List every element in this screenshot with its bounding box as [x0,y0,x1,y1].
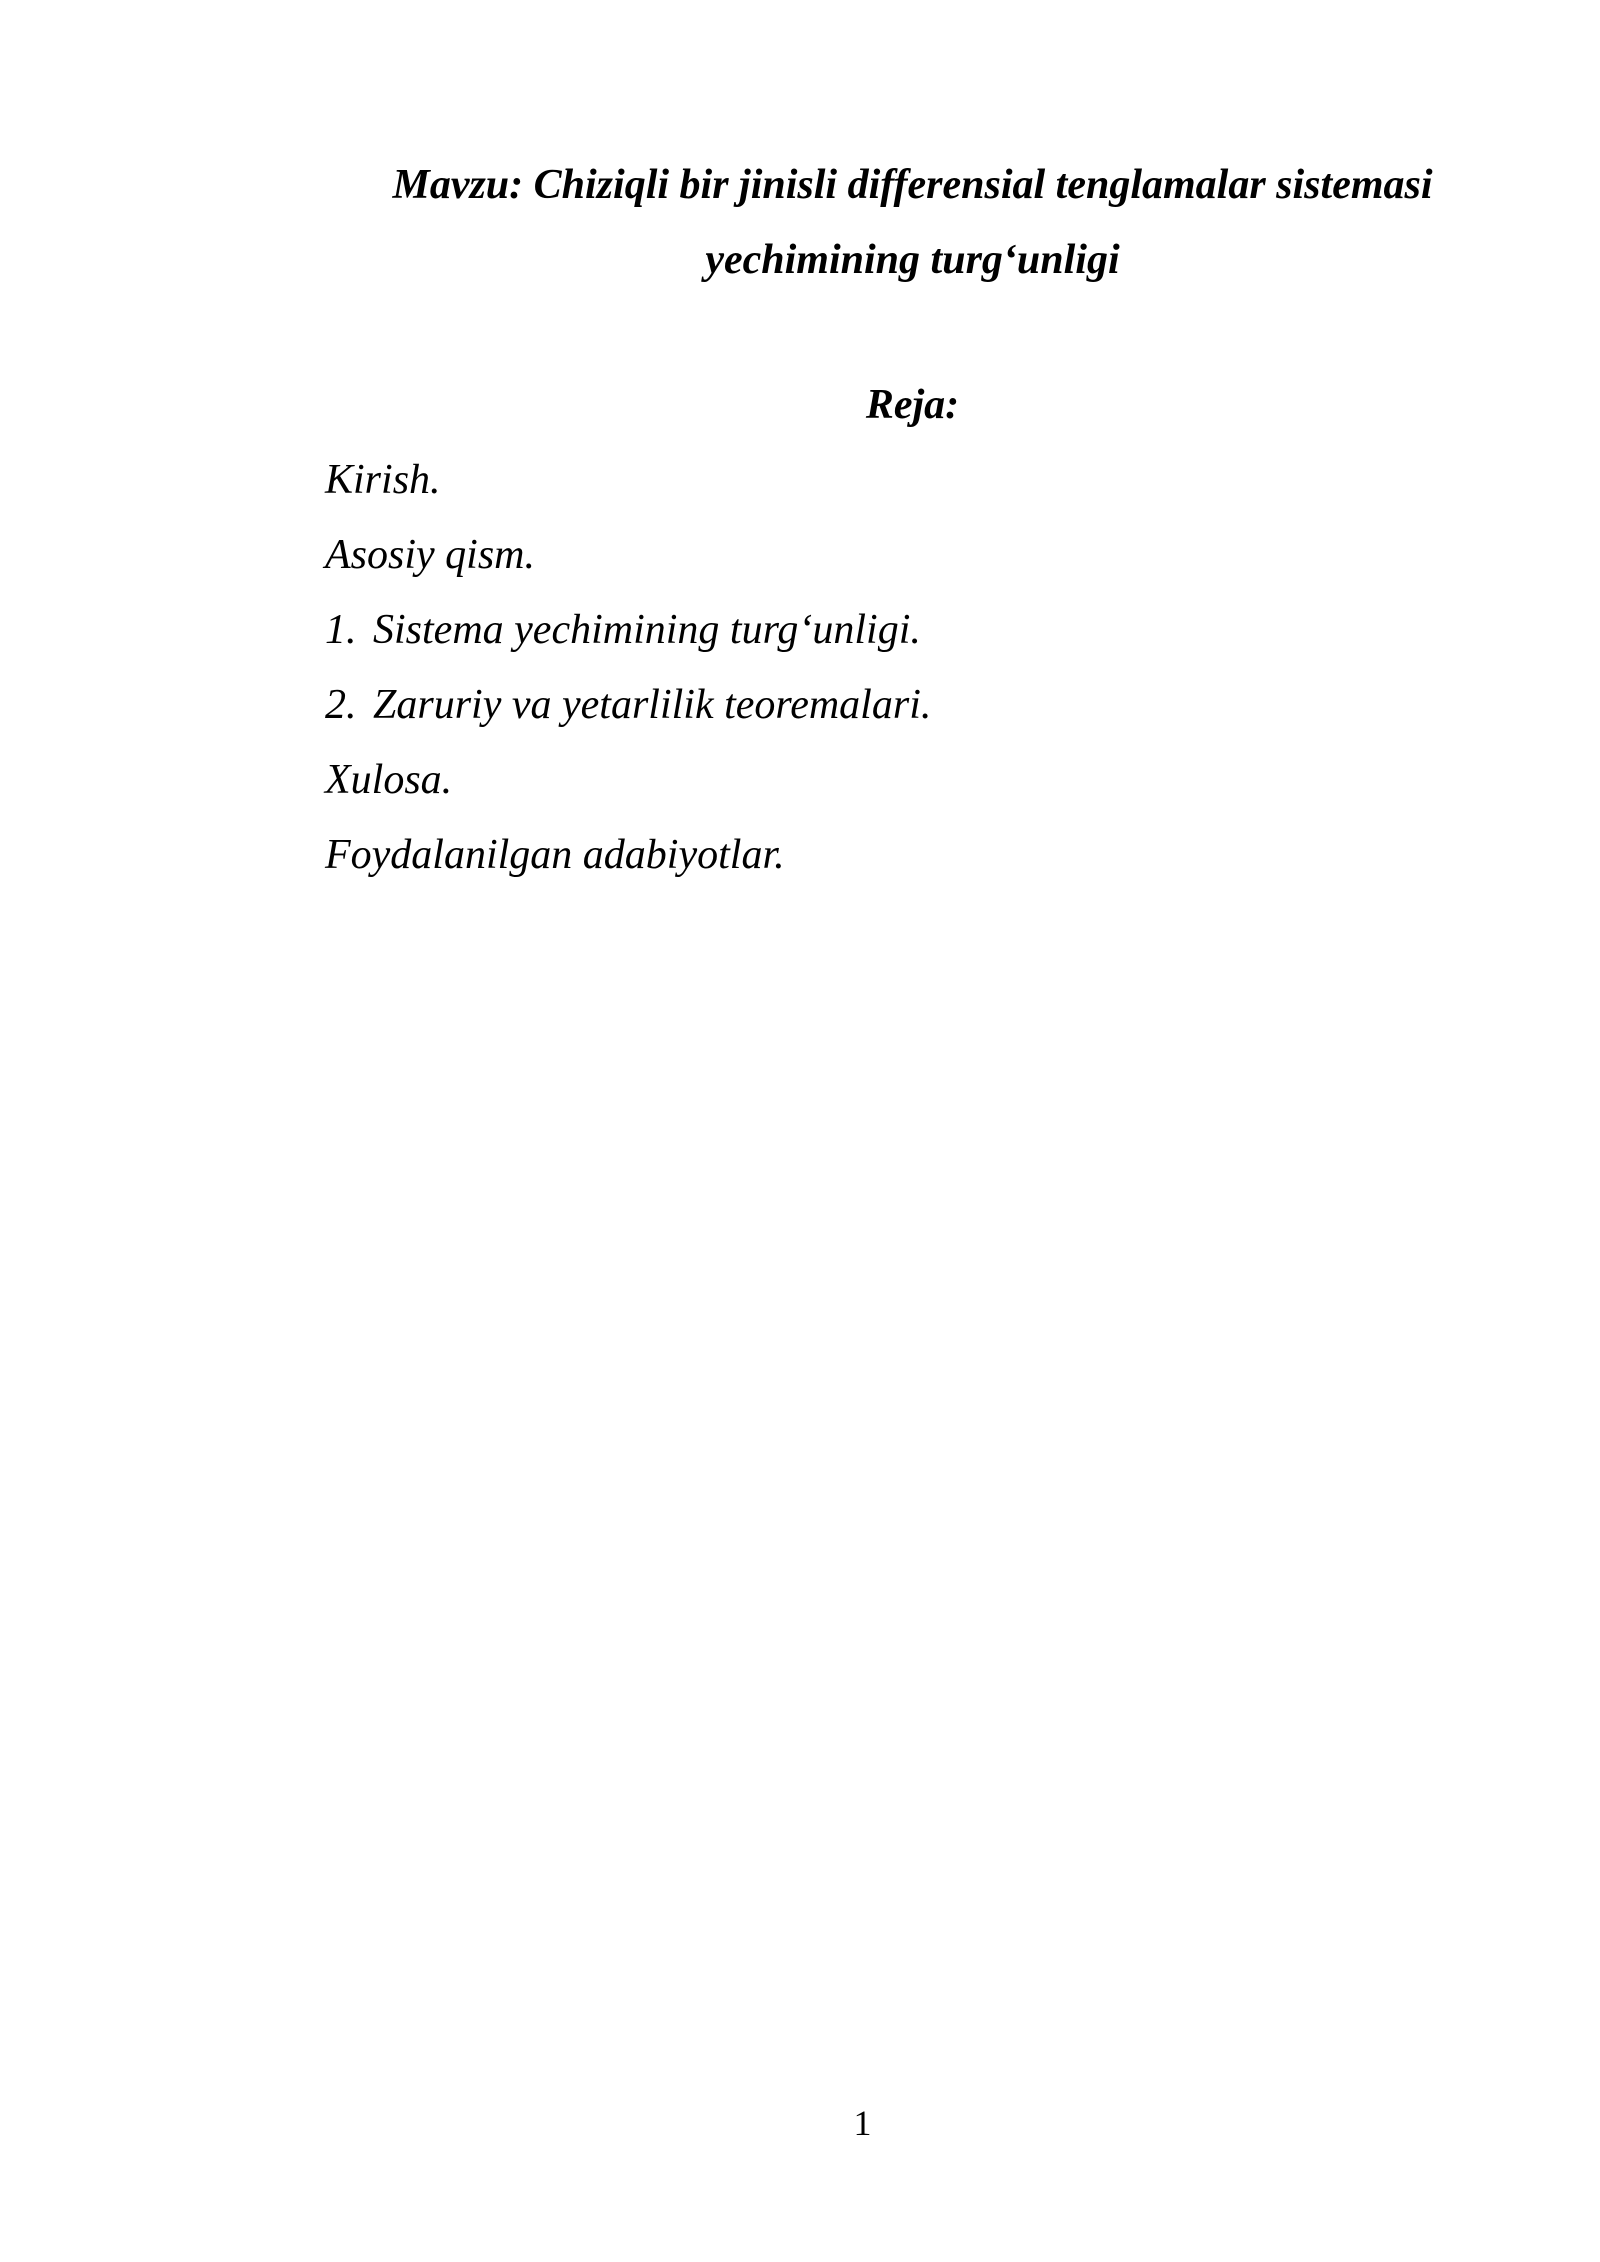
plan-list [325,443,1500,893]
plan-heading: Reja: [865,382,960,428]
plan-item-text: Asosiy qism. [325,532,535,578]
plan-item-number: 2. [325,682,357,728]
plan-item-xulosa [325,743,1500,818]
document-title [325,148,1500,298]
plan-item-2 [325,668,1500,743]
plan-item-asosiy-qism [325,518,1500,593]
plan-item-text: Zaruriy va yetarlilik teoremalari. [373,682,932,728]
plan-item-text: Xulosa. [325,757,453,803]
plan-item-kirish [325,443,1500,518]
page-number: 1 [853,2103,872,2143]
plan-item-1 [325,593,1500,668]
plan-item-adabiyotlar [325,818,1500,893]
title-line-2: yechimining turg‘unligi [705,237,1120,283]
plan-item-number: 1. [325,607,357,653]
plan-item-text: Kirish. [325,457,441,503]
title-line-1: Mavzu: Chiziqli bir jinisli differensial tenglamalar sistemasi [392,162,1433,208]
plan-item-text: Sistema yechimining turg‘unligi. [373,607,921,653]
plan-item-text: Foydalanilgan adabiyotlar. [325,832,785,878]
